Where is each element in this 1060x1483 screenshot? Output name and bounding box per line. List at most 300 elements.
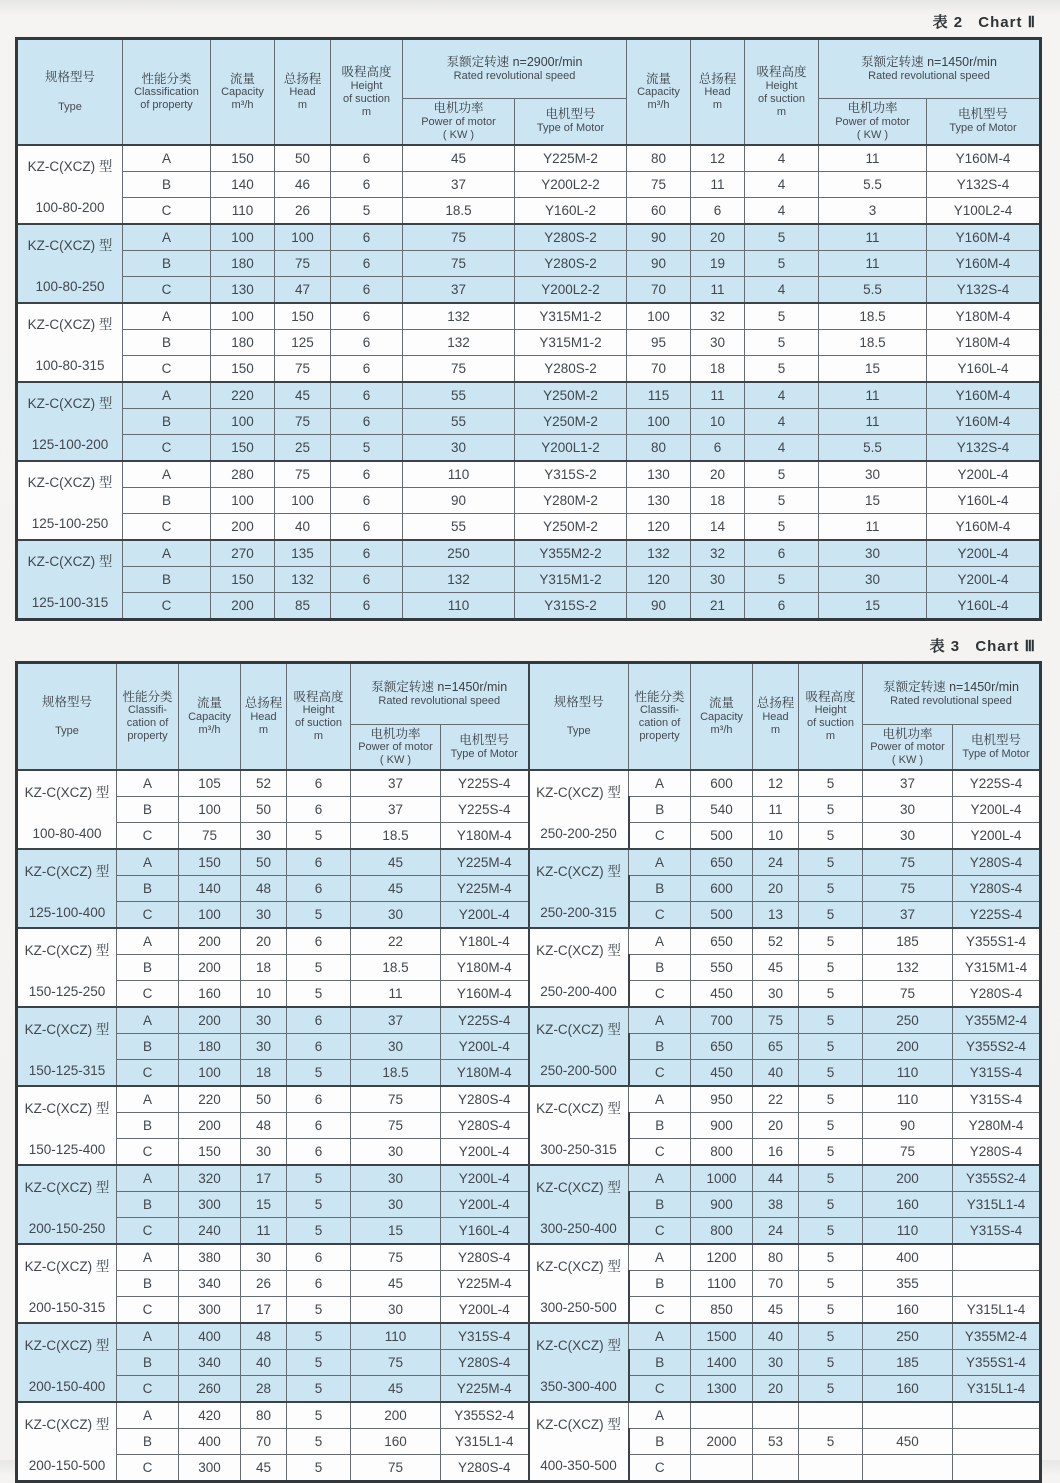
class-cell: A [629, 928, 691, 955]
value-cell: Y315M1-2 [515, 303, 627, 330]
value-cell: 30 [351, 1192, 441, 1218]
value-cell: Y315L1-4 [953, 1376, 1041, 1403]
value-cell: 500 [691, 902, 753, 929]
value-cell: 650 [691, 1034, 753, 1060]
value-cell: 6 [691, 197, 745, 224]
value-cell: 160 [863, 1192, 953, 1218]
value-cell: 48 [241, 1113, 287, 1139]
chart2-title-en: Chart Ⅱ [978, 14, 1036, 31]
value-cell: 200 [863, 1165, 953, 1192]
value-cell: 20 [691, 224, 745, 251]
value-cell: 5 [799, 1086, 863, 1113]
value-cell: 20 [241, 928, 287, 955]
value-cell [691, 1402, 753, 1429]
value-cell: 355 [863, 1271, 953, 1297]
table-row [17, 566, 1041, 592]
value-cell: 5 [799, 849, 863, 876]
pump-model: KZ-C(XCZ) 型 [27, 159, 113, 175]
table-row [17, 487, 1041, 513]
value-cell: Y280S-2 [515, 355, 627, 382]
table-row [17, 276, 1041, 303]
class-cell: A [629, 1165, 691, 1192]
pump-spec-table-chart2 [15, 37, 1042, 621]
value-cell: Y250M-2 [515, 513, 627, 540]
header-motor-type: 电机型号 Type of Motor [515, 99, 627, 145]
value-cell: 30 [753, 981, 799, 1008]
class-cell: A [629, 1323, 691, 1350]
value-cell: 160 [863, 1297, 953, 1324]
value-cell: 6 [287, 876, 351, 902]
pump-size: 125-100-315 [31, 595, 109, 611]
value-cell: Y160M-4 [441, 981, 529, 1008]
value-cell: 6 [331, 513, 403, 540]
value-cell: 5 [745, 355, 819, 382]
value-cell: 30 [403, 434, 515, 461]
class-cell: C [123, 592, 211, 619]
value-cell: 75 [863, 849, 953, 876]
value-cell: Y160L-4 [927, 355, 1041, 382]
chart2-body [17, 145, 1041, 620]
class-cell: B [629, 1350, 691, 1376]
value-cell: 90 [863, 1113, 953, 1139]
class-cell: A [629, 1402, 691, 1429]
value-cell: Y200L-4 [441, 1192, 529, 1218]
value-cell: 11 [241, 1218, 287, 1245]
value-cell [691, 1455, 753, 1482]
class-cell: B [117, 1350, 179, 1376]
pump-type-cell [17, 1165, 117, 1244]
value-cell: 5 [287, 823, 351, 850]
value-cell: Y200L1-2 [515, 434, 627, 461]
class-cell: C [117, 1455, 179, 1482]
value-cell: 13 [753, 902, 799, 929]
class-cell: A [117, 1007, 179, 1034]
value-cell: 11 [691, 276, 745, 303]
value-cell: 900 [691, 1113, 753, 1139]
value-cell: 12 [753, 770, 799, 797]
value-cell: 30 [241, 902, 287, 929]
class-cell: C [629, 1376, 691, 1403]
pump-type-cell [529, 1402, 629, 1482]
value-cell: 110 [403, 592, 515, 619]
class-cell: B [123, 171, 211, 197]
class-cell: B [629, 876, 691, 902]
value-cell: 30 [241, 1034, 287, 1060]
value-cell: 11 [819, 145, 927, 172]
value-cell: 11 [753, 797, 799, 823]
value-cell: Y280M-2 [515, 487, 627, 513]
value-cell: Y315L1-4 [441, 1429, 529, 1455]
value-cell: 200 [351, 1402, 441, 1429]
value-cell: Y355M2-4 [953, 1323, 1041, 1350]
value-cell: 30 [753, 1350, 799, 1376]
table-row [17, 382, 1041, 409]
value-cell: 185 [863, 1350, 953, 1376]
value-cell: 6 [287, 1007, 351, 1034]
value-cell: 5 [799, 1297, 863, 1324]
value-cell: 40 [241, 1350, 287, 1376]
class-cell: B [117, 1192, 179, 1218]
value-cell: 20 [691, 461, 745, 488]
value-cell: 900 [691, 1192, 753, 1218]
value-cell: 6 [287, 1271, 351, 1297]
value-cell: 40 [275, 513, 331, 540]
chart2-title [0, 0, 1060, 37]
pump-model: KZ-C(XCZ) 型 [536, 1100, 621, 1116]
table-row [17, 928, 1041, 955]
value-cell: 18.5 [351, 1060, 441, 1087]
class-cell: B [123, 250, 211, 276]
value-cell: Y225S-4 [441, 1007, 529, 1034]
value-cell: 5 [287, 1455, 351, 1482]
pump-size: 100-80-400 [32, 825, 102, 841]
pump-type-cell [17, 849, 117, 928]
value-cell: 700 [691, 1007, 753, 1034]
value-cell: 18 [691, 487, 745, 513]
value-cell [953, 1429, 1041, 1455]
value-cell: 20 [753, 1113, 799, 1139]
value-cell: Y280S-4 [953, 1139, 1041, 1166]
value-cell: 6 [331, 250, 403, 276]
table-row [17, 408, 1041, 434]
value-cell: 5 [799, 1139, 863, 1166]
header-type-left: 规格型号 Type [17, 662, 117, 770]
value-cell: 30 [351, 1034, 441, 1060]
value-cell: 18.5 [351, 823, 441, 850]
pump-model: KZ-C(XCZ) 型 [27, 238, 113, 254]
value-cell: 120 [627, 513, 691, 540]
pump-size: 250-200-250 [540, 825, 617, 841]
value-cell: 46 [275, 171, 331, 197]
value-cell: 150 [211, 434, 275, 461]
class-cell: C [123, 513, 211, 540]
value-cell: 50 [241, 797, 287, 823]
value-cell: Y225M-2 [515, 145, 627, 172]
pump-size: 150-125-400 [28, 1141, 106, 1157]
value-cell: 250 [403, 540, 515, 567]
class-cell: A [629, 770, 691, 797]
value-cell: 5 [331, 197, 403, 224]
value-cell: 30 [691, 566, 745, 592]
table-row [17, 1244, 1041, 1271]
value-cell: 30 [241, 1139, 287, 1166]
value-cell: Y225M-4 [441, 1271, 529, 1297]
pump-size: 200-150-315 [28, 1299, 106, 1315]
value-cell: Y250M-2 [515, 382, 627, 409]
value-cell: Y280S-2 [515, 224, 627, 251]
value-cell: 120 [627, 566, 691, 592]
pump-type-cell [17, 461, 123, 540]
header-motor-power-left: 电机功率 Power of motor ( KW ) [351, 724, 441, 770]
class-cell: B [629, 1113, 691, 1139]
pump-model: KZ-C(XCZ) 型 [536, 942, 621, 958]
value-cell: 5 [745, 513, 819, 540]
value-cell: 10 [753, 823, 799, 850]
value-cell: 15 [819, 355, 927, 382]
value-cell: Y160M-4 [927, 224, 1041, 251]
value-cell: 5.5 [819, 171, 927, 197]
value-cell: 200 [179, 1007, 241, 1034]
class-cell: C [629, 1455, 691, 1482]
value-cell: 20 [753, 876, 799, 902]
value-cell [753, 1455, 799, 1482]
class-cell: B [117, 1429, 179, 1455]
value-cell: 75 [351, 1455, 441, 1482]
value-cell: 40 [753, 1323, 799, 1350]
value-cell: 600 [691, 770, 753, 797]
value-cell: Y355S2-4 [953, 1165, 1041, 1192]
value-cell: Y355M2-4 [953, 1007, 1041, 1034]
value-cell: 5 [745, 224, 819, 251]
table-row [17, 224, 1041, 251]
value-cell: Y160L-2 [515, 197, 627, 224]
value-cell: 5 [799, 902, 863, 929]
value-cell: 5 [287, 955, 351, 981]
header-rated-speed-left: 泵额定转速 n=1450r/min Rated revolutional speed [351, 662, 529, 724]
value-cell: Y180L-4 [441, 928, 529, 955]
value-cell: Y355S1-4 [953, 928, 1041, 955]
value-cell: 75 [351, 1244, 441, 1271]
value-cell: 200 [211, 592, 275, 619]
value-cell: 75 [753, 1007, 799, 1034]
value-cell: 90 [627, 224, 691, 251]
value-cell: 80 [627, 145, 691, 172]
value-cell: 11 [351, 981, 441, 1008]
value-cell: 270 [211, 540, 275, 567]
value-cell: 30 [691, 329, 745, 355]
value-cell: 30 [863, 823, 953, 850]
table-row [17, 770, 1041, 797]
table-row [17, 1323, 1041, 1350]
value-cell: 140 [179, 876, 241, 902]
class-cell: C [117, 981, 179, 1008]
value-cell: 5 [799, 955, 863, 981]
value-cell: 5.5 [819, 434, 927, 461]
pump-size: 125-100-400 [28, 904, 106, 920]
value-cell: Y200L2-2 [515, 276, 627, 303]
value-cell: 30 [351, 1139, 441, 1166]
value-cell: Y315L1-4 [953, 1192, 1041, 1218]
class-cell: B [629, 1429, 691, 1455]
value-cell: 90 [627, 250, 691, 276]
value-cell: 6 [287, 849, 351, 876]
table-row [17, 434, 1041, 461]
value-cell: Y225M-4 [441, 849, 529, 876]
value-cell: 45 [351, 849, 441, 876]
header-rated-speed-1450: 泵额定转速 n=1450r/min Rated revolutional speed [819, 39, 1041, 99]
header-motor-type-2: 电机型号 Type of Motor [927, 99, 1041, 145]
value-cell: 53 [753, 1429, 799, 1455]
value-cell: 80 [627, 434, 691, 461]
pump-size: 200-150-500 [28, 1457, 106, 1473]
table-row [17, 145, 1041, 172]
value-cell: 70 [627, 276, 691, 303]
value-cell: 24 [753, 849, 799, 876]
value-cell: Y280M-4 [953, 1113, 1041, 1139]
value-cell: 200 [179, 928, 241, 955]
value-cell: Y225S-4 [441, 770, 529, 797]
value-cell: 132 [403, 303, 515, 330]
table-row [17, 355, 1041, 382]
value-cell: 5 [799, 876, 863, 902]
value-cell: Y180M-4 [441, 1060, 529, 1087]
value-cell: 5 [799, 770, 863, 797]
class-cell: C [123, 197, 211, 224]
value-cell: 45 [351, 1376, 441, 1403]
pump-model: KZ-C(XCZ) 型 [24, 942, 110, 958]
value-cell: 6 [331, 592, 403, 619]
class-cell: C [117, 1139, 179, 1166]
pump-type-cell [17, 224, 123, 303]
class-cell: C [629, 1060, 691, 1087]
value-cell: 5 [745, 329, 819, 355]
value-cell: 18.5 [351, 955, 441, 981]
value-cell: 100 [275, 224, 331, 251]
pump-size: 125-100-200 [31, 437, 109, 453]
value-cell: 70 [627, 355, 691, 382]
value-cell: 30 [351, 1165, 441, 1192]
value-cell: 30 [351, 902, 441, 929]
value-cell: 80 [753, 1244, 799, 1271]
value-cell: 105 [179, 770, 241, 797]
value-cell: 37 [863, 902, 953, 929]
value-cell: 200 [179, 1113, 241, 1139]
class-cell: C [123, 355, 211, 382]
value-cell: Y280S-4 [441, 1350, 529, 1376]
header-motor-type-right: 电机型号 Type of Motor [953, 724, 1041, 770]
value-cell: 5 [287, 1165, 351, 1192]
header-rated-speed-right: 泵额定转速 n=1450r/min Rated revolutional speed [863, 662, 1041, 724]
pump-size: 250-200-400 [540, 983, 617, 999]
value-cell: 26 [275, 197, 331, 224]
value-cell: 6 [287, 770, 351, 797]
chart3-body [17, 770, 1041, 1482]
class-cell: B [117, 1113, 179, 1139]
value-cell: Y315S-4 [953, 1218, 1041, 1245]
value-cell: 4 [745, 171, 819, 197]
value-cell: 110 [863, 1086, 953, 1113]
value-cell: Y280S-4 [441, 1086, 529, 1113]
value-cell: 6 [331, 329, 403, 355]
value-cell: Y160M-4 [927, 250, 1041, 276]
value-cell: Y280S-4 [441, 1244, 529, 1271]
pump-size: 150-125-250 [28, 983, 106, 999]
value-cell: Y200L-4 [953, 823, 1041, 850]
value-cell: 75 [403, 250, 515, 276]
value-cell: 17 [241, 1165, 287, 1192]
value-cell: 200 [211, 513, 275, 540]
value-cell: 800 [691, 1218, 753, 1245]
pump-size: 300-250-400 [540, 1220, 617, 1236]
value-cell: 6 [331, 487, 403, 513]
value-cell: 30 [819, 461, 927, 488]
class-cell: A [123, 540, 211, 567]
value-cell: 130 [211, 276, 275, 303]
class-cell: C [629, 1297, 691, 1324]
value-cell: 150 [179, 849, 241, 876]
value-cell: 1000 [691, 1165, 753, 1192]
pump-model: KZ-C(XCZ) 型 [24, 1179, 110, 1195]
value-cell: Y250M-2 [515, 408, 627, 434]
value-cell: 30 [863, 797, 953, 823]
value-cell: Y200L-4 [927, 566, 1041, 592]
value-cell: 6 [287, 1244, 351, 1271]
header-suction-right: 吸程高度 Height of suction m [799, 662, 863, 770]
class-cell: C [123, 434, 211, 461]
value-cell: 18.5 [819, 329, 927, 355]
value-cell: 75 [275, 250, 331, 276]
class-cell: B [629, 797, 691, 823]
header-rated-speed-2900: 泵额定转速 n=2900r/min Rated revolutional speed [403, 39, 627, 99]
value-cell: 52 [241, 770, 287, 797]
value-cell: 100 [211, 408, 275, 434]
value-cell: Y355S1-4 [953, 1350, 1041, 1376]
value-cell: 15 [241, 1192, 287, 1218]
pump-model: KZ-C(XCZ) 型 [536, 1337, 621, 1353]
value-cell: 75 [179, 823, 241, 850]
value-cell: Y225M-4 [441, 1376, 529, 1403]
value-cell: 18.5 [403, 197, 515, 224]
header-head-left: 总扬程 Head m [241, 662, 287, 770]
class-cell: A [117, 1244, 179, 1271]
value-cell: 135 [275, 540, 331, 567]
value-cell: 75 [351, 1113, 441, 1139]
value-cell: 550 [691, 955, 753, 981]
value-cell: 30 [819, 566, 927, 592]
pump-type-cell [17, 540, 123, 620]
value-cell: 6 [331, 461, 403, 488]
value-cell: Y280S-4 [953, 876, 1041, 902]
pump-model: KZ-C(XCZ) 型 [27, 396, 113, 412]
value-cell [863, 1455, 953, 1482]
value-cell: 180 [211, 329, 275, 355]
value-cell: 5 [287, 1429, 351, 1455]
class-cell: B [117, 1271, 179, 1297]
value-cell: Y315M1-4 [953, 955, 1041, 981]
pump-size: 300-250-500 [540, 1299, 617, 1315]
pump-model: KZ-C(XCZ) 型 [536, 1179, 621, 1195]
value-cell: 450 [863, 1429, 953, 1455]
value-cell: 6 [691, 434, 745, 461]
value-cell: Y160L-4 [441, 1218, 529, 1245]
class-cell: B [123, 566, 211, 592]
value-cell: 24 [753, 1218, 799, 1245]
value-cell: 5 [287, 1376, 351, 1403]
value-cell: 800 [691, 1139, 753, 1166]
value-cell: 320 [179, 1165, 241, 1192]
class-cell: A [117, 1402, 179, 1429]
value-cell: Y315S-2 [515, 592, 627, 619]
value-cell: 5 [799, 1113, 863, 1139]
class-cell: B [123, 329, 211, 355]
pump-size: 100-80-250 [35, 279, 105, 295]
value-cell: 44 [753, 1165, 799, 1192]
class-cell: A [117, 1323, 179, 1350]
class-cell: A [123, 145, 211, 172]
value-cell: 150 [275, 303, 331, 330]
value-cell: 75 [275, 408, 331, 434]
header-type-right: 规格型号 Type [529, 662, 629, 770]
value-cell: 2000 [691, 1429, 753, 1455]
value-cell: 6 [287, 797, 351, 823]
pump-type-cell [17, 1244, 117, 1323]
value-cell: 200 [863, 1034, 953, 1060]
value-cell: 110 [403, 461, 515, 488]
value-cell: 100 [211, 487, 275, 513]
class-cell: B [117, 955, 179, 981]
value-cell [799, 1402, 863, 1429]
value-cell: Y160L-4 [927, 592, 1041, 619]
